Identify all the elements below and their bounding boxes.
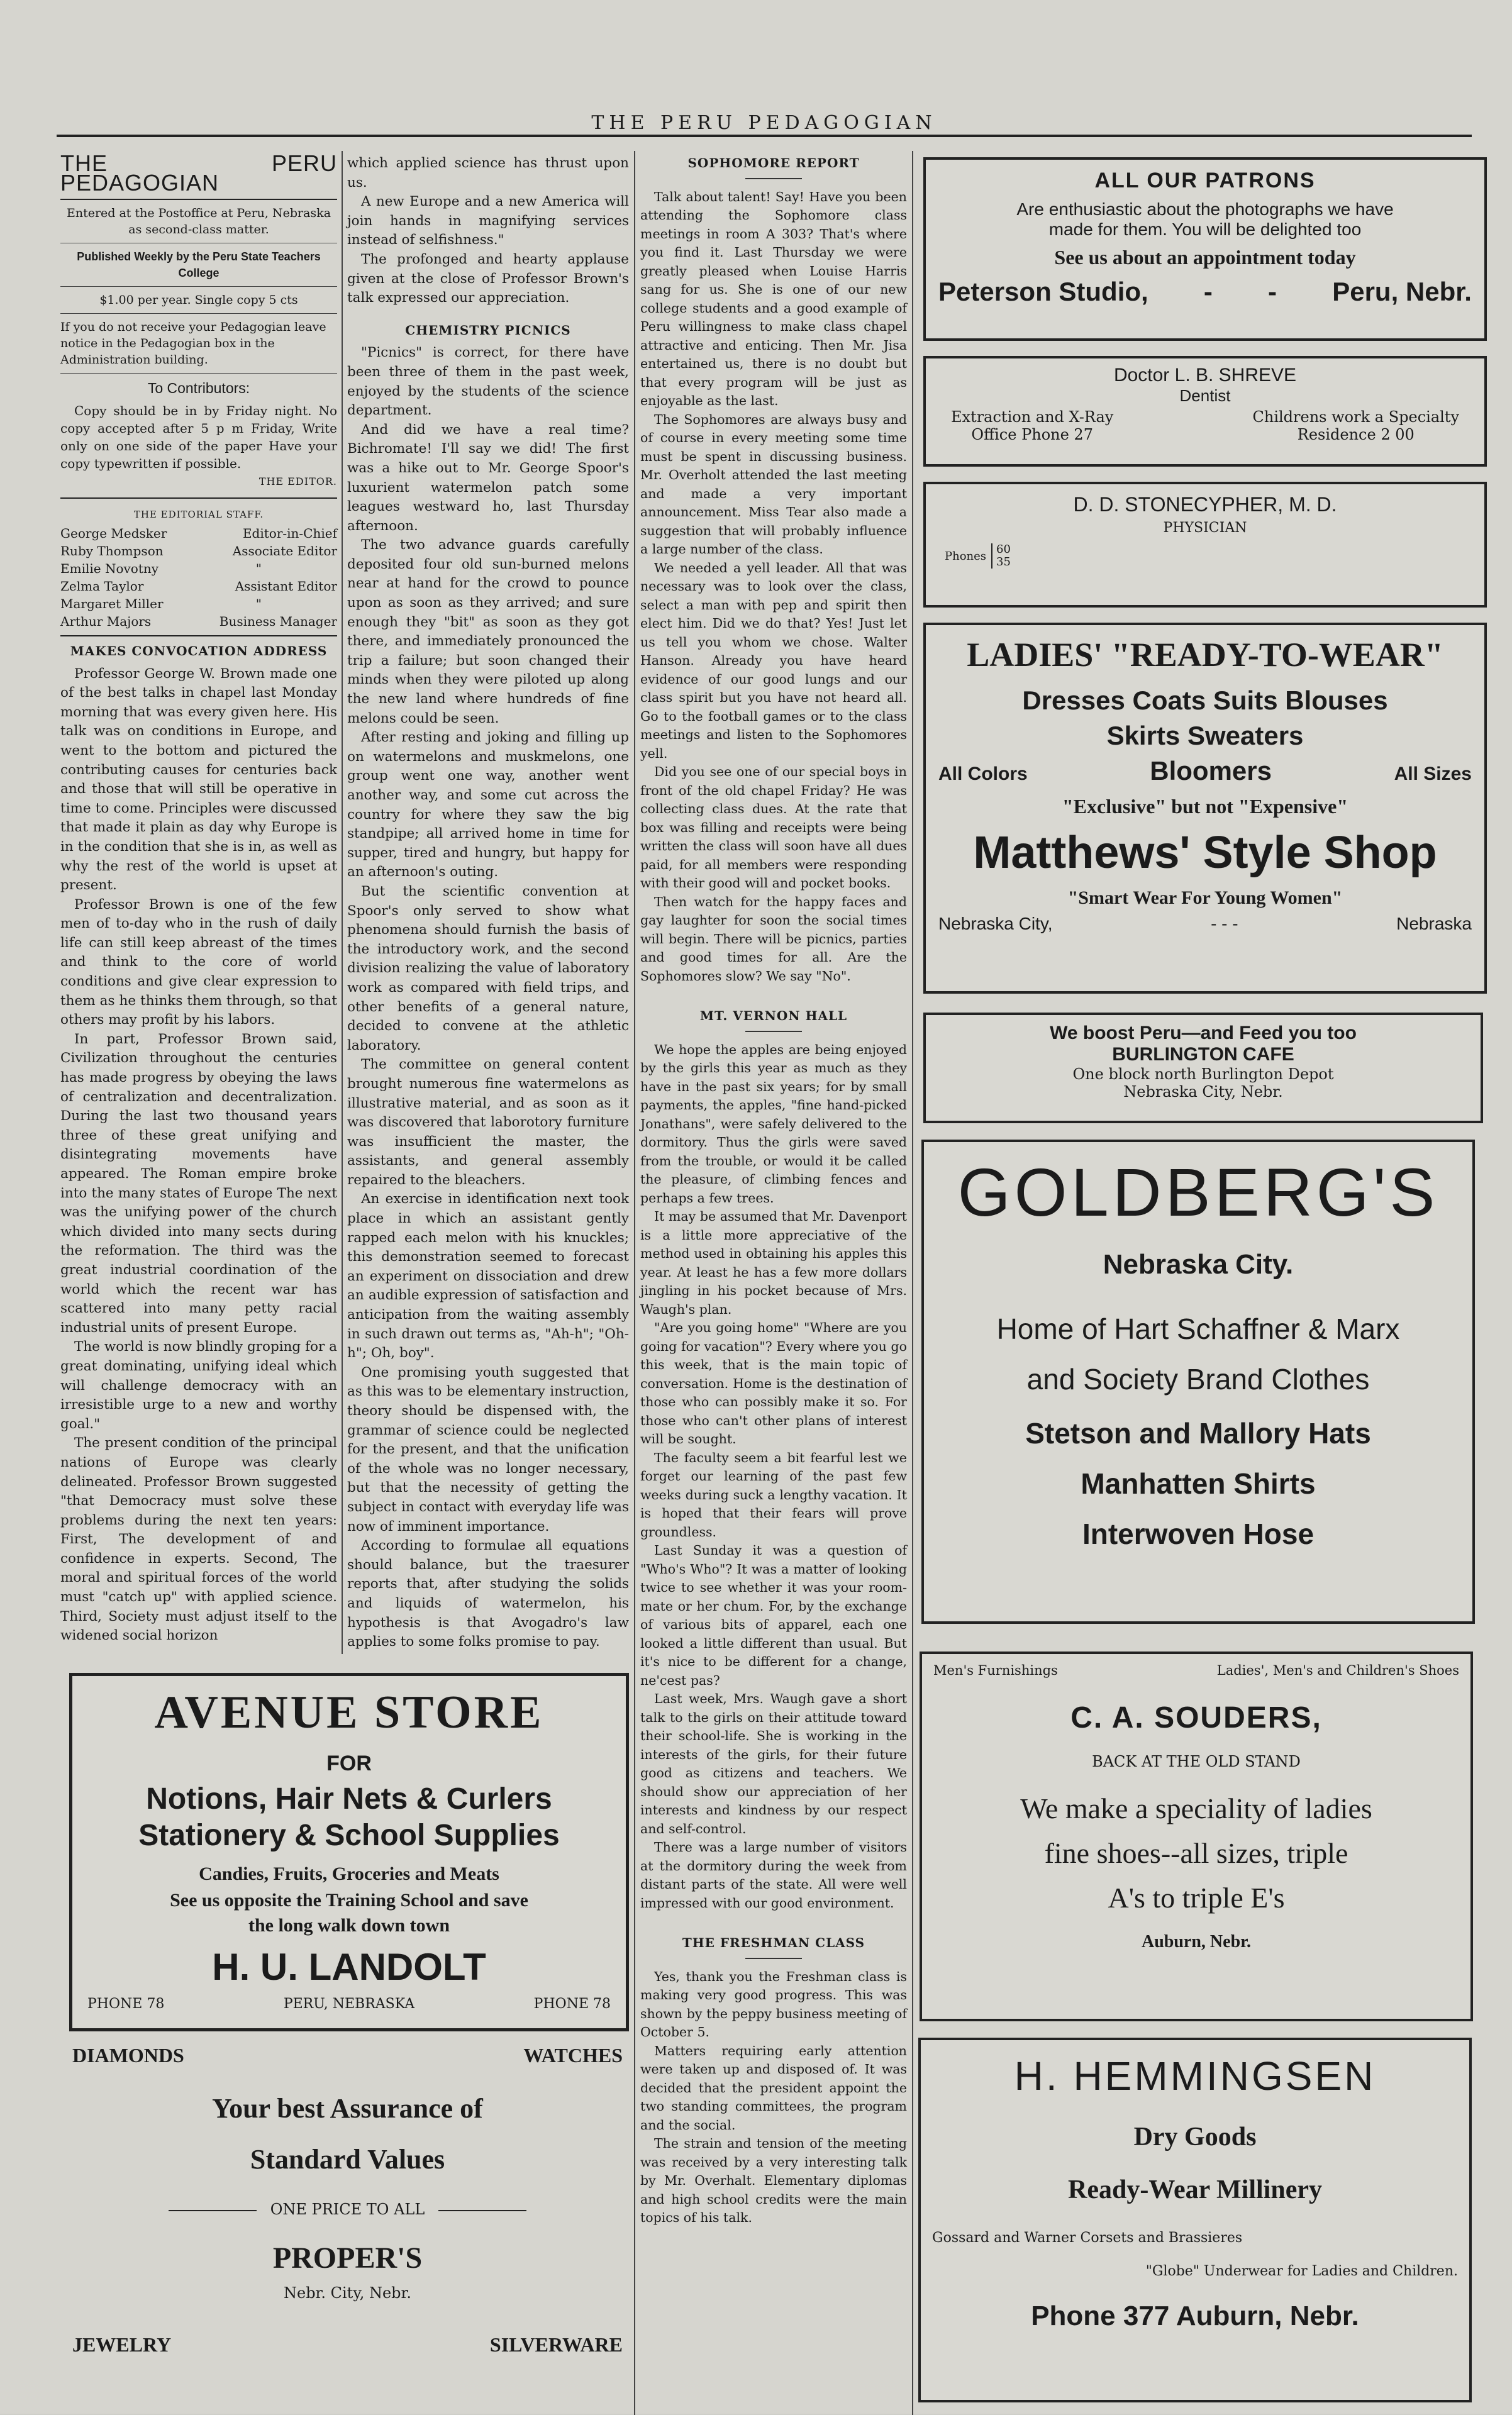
ad-goldbergs bbox=[921, 1140, 1475, 1624]
article-heading: MAKES CONVOCATION ADDRESS bbox=[70, 643, 328, 658]
ad-peterson-footer: Peterson Studio, - - Peru, Nebr. bbox=[938, 277, 1472, 306]
article-paragraph: The two advance guards carefully deposited four old sun-burned melons near at hand for the crowd to pounce upon as soon as they arrived; and sure enough they "bit" as soon as they got there, and immediately pronounced the trip a failure; but soon changed their minds when they were piloted up along the new land where hundreds of fine melons could be seen. bbox=[347, 537, 629, 726]
ad-avenue-store-name: AVENUE STORE bbox=[154, 1687, 544, 1738]
article-paragraph: Last Sunday it was a question of "Who's Who"? It was a matter of looking twice to see whether it was your room-mate or her chum. For, by the exchange of various bits of apparel, each one looked a little different than usual. But it's nice to be different for a change, ne'cest pas? bbox=[640, 1543, 907, 1688]
ad-hemmingsen-line: Ready-Wear Millinery bbox=[1068, 2175, 1322, 2204]
article-paragraph: Matters requiring early attention were taken up and disposed of. It was decided that the president appoint the two standing committees, the program and the social. bbox=[640, 2043, 907, 2133]
rule bbox=[60, 497, 337, 499]
ad-propers-line: Standard Values bbox=[250, 2144, 445, 2175]
ad-avenue-line: See us opposite the Training School and save bbox=[170, 1890, 528, 1911]
article-paragraph: The strain and tension of the meeting was received by a very interesting talk by Mr. Overhalt. Elementary diplomas and high school credits were the main topics of his talk. bbox=[640, 2136, 907, 2225]
ad-goldberg-line: Stetson and Mallory Hats bbox=[1025, 1417, 1371, 1450]
article-paragraph: There was a large number of visitors at the dormitory during the week from distant parts of the state. All were well impressed with our good environment. bbox=[640, 1840, 907, 1911]
article-heading: MT. VERNON HALL bbox=[699, 1008, 848, 1023]
masthead-title: THE PERU PEDAGOGIAN bbox=[60, 150, 337, 196]
ad-matthews-line: Dresses Coats Suits Blouses bbox=[1022, 686, 1388, 715]
column-1 bbox=[60, 150, 337, 1646]
article-paragraph: Yes, thank you the Freshman class is making very good progress. This was shown by the peppy business meeting of October 5. bbox=[640, 1968, 907, 2040]
article-paragraph: Talk about talent! Say! Have you been attending the Sophomore class meetings in room A 303? That's where you find it. Last Thursday we were greatly pleased when Louise Harris sang for us. She is one of our new college students and a good example of Peru willingness to make class chapel attractive and enticing. Then Mr. Jisa entertained us, there is no doubt but that every program will be just as enjoyable as the last. bbox=[640, 189, 907, 408]
rule bbox=[745, 1031, 802, 1032]
ad-matthews bbox=[923, 623, 1487, 994]
article-heading: THE FRESHMAN CLASS bbox=[682, 1935, 865, 1950]
ad-souders-line: fine shoes--all sizes, triple bbox=[1044, 1837, 1348, 1869]
article-heading: SOPHOMORE REPORT bbox=[687, 155, 860, 170]
article-paragraph: The profonged and hearty applause given at the close of Professor Brown's talk expressed our appreciation. bbox=[347, 251, 629, 306]
ad-stonecypher-name: D. D. STONECYPHER, M. D. bbox=[1073, 493, 1337, 516]
column-divider-3 bbox=[912, 151, 913, 2415]
ad-burlington-cafe bbox=[923, 1013, 1483, 1123]
ad-avenue-footer: PHONE 78 PERU, NEBRASKA PHONE 78 bbox=[87, 1996, 611, 2012]
ad-hemmingsen-line: "Globe" Underwear for Ladies and Children. bbox=[1145, 2263, 1458, 2279]
article-paragraph: Did you see one of our special boys in front of the old chapel Friday? He was collecting class dues. At the rate that box was filling and receipts were being written the class will soon have all dues paid, for all members were responding with their good will and pocket books. bbox=[640, 764, 907, 891]
masthead-notice: If you do not receive your Pedagogian leave notice in the Pedagogian box in the Administration building. bbox=[60, 320, 326, 367]
staff-row: Emilie Novotny " bbox=[60, 560, 262, 576]
ad-propers-line: Your best Assurance of bbox=[212, 2093, 483, 2124]
ad-matthews-footer: Nebraska City, - - - Nebraska bbox=[938, 914, 1472, 933]
staff-row: Arthur Majors Business Manager bbox=[60, 613, 337, 629]
masthead-rule bbox=[60, 199, 337, 200]
article-paragraph: And did we have a real time? Bichromate! I'll say we did! The first was a hike out to Mr. George Spoor's luxurient watermelon patch some leagues westward ho, last Thursday afternoon. bbox=[347, 421, 629, 534]
column-3 bbox=[640, 154, 907, 2228]
ad-souders-line: A's to triple E's bbox=[1108, 1882, 1285, 1914]
ad-shreve bbox=[923, 356, 1487, 467]
ad-hemmingsen-name: H. HEMMINGSEN bbox=[1014, 2053, 1376, 2099]
ad-avenue-for: FOR bbox=[326, 1752, 372, 1775]
article-paragraph: Then watch for the happy faces and gay laughter for soon the social times will begin. There will be picnics, parties and good times for all. Are the Sophomores slow? We say "No". bbox=[640, 894, 907, 984]
ad-peterson-line: Are enthusiastic about the photographs we have bbox=[1016, 199, 1394, 219]
ad-avenue-line: Candies, Fruits, Groceries and Meats bbox=[199, 1863, 499, 1884]
ad-souders bbox=[920, 1652, 1473, 2021]
rule bbox=[745, 1958, 802, 1959]
article-paragraph: Professor Brown is one of the few men of to-day who in the rush of daily life can still keep abreast of the times and think to the core of world conditions and give clear expression to them as he thinks them through, so that others may profit by his labors. bbox=[60, 896, 337, 1028]
article-paragraph: Professor George W. Brown made one of the best talks in chapel last Monday morning that was every given here. His talk was on conditions in Europe, and went to the bottom and pictured the contributing causes for centuries back and those that will still be operative in time to come. Principles were discussed that made it plain as day why Europe is in the condition that she is in, as well as why the rest of the world is upset at present. bbox=[60, 665, 337, 894]
article-paragraph: "Picnics" is correct, for there have been three of them in the past week, enjoyed by the students of the science department. bbox=[347, 345, 629, 419]
masthead-published: Published Weekly by the Peru State Teachers College bbox=[77, 250, 321, 280]
staff-row: George Medsker Editor-in-Chief bbox=[60, 525, 337, 541]
article-paragraph: It may be assumed that Mr. Davenport is a little more appreciative of the method used in obtaining his apples this year. At least he has a few more dollars jingling in his pocket because of Mrs. Waugh's plan. bbox=[640, 1209, 907, 1317]
article-paragraph: We needed a yell leader. All that was necessary was to look over the class, select a man with pep and spirit then elect him. Did we do that? Yes! Just let us tell you whom we chose. Walter Hanson. Already you have heard evidence of our good lungs and our class spirit but you have not heard all. Go to the football games or to the class meetings and listen to the Sophomores yell. bbox=[640, 560, 907, 761]
header-rule bbox=[57, 135, 1472, 137]
ad-shreve-details: Extraction and X-Ray Office Phone 27 Childrens work a Specialty Residence 2 00 bbox=[951, 408, 1459, 443]
ad-propers-town: Nebr. City, Nebr. bbox=[283, 2284, 411, 2302]
ad-matthews-head: LADIES' "READY-TO-WEAR" bbox=[967, 636, 1443, 674]
article-paragraph: The committee on general content brought numerous fine watermelons as illustrative material, and as soon as it was discovered that laborotory furniture was insufficient the master, the assistants, and general assembly repaired to the bleachers. bbox=[347, 1057, 629, 1188]
contributors-text: Copy should be in by Friday night. No copy accepted after 5 p m Friday, Write only on one side of the paper Have your copy typewritten if possible. bbox=[60, 402, 337, 471]
rule bbox=[745, 178, 802, 179]
staff-row: Margaret Miller " bbox=[60, 596, 262, 611]
article-paragraph: In part, Professor Brown said, Civilization throughout the centuries has made progress by obeying the laws of centralization and decentralization. During the last two thousand years three of these great unifying and disintegrating movements have appeared. The Roman empire broke into the many states of Europe The next was the unifying power of the church which divided into many sects during the reformation. The third was the great industrial coordination of the world which the recent war has scattered into many petty racial industrial units of present Europe. bbox=[60, 1031, 337, 1336]
ad-goldberg-name: GOLDBERG'S bbox=[957, 1154, 1439, 1230]
ad-shreve-name: Doctor L. B. SHREVE bbox=[1113, 365, 1297, 386]
column-2 bbox=[347, 154, 629, 1652]
ad-avenue-line: the long walk down town bbox=[248, 1915, 450, 1936]
article-paragraph: "Are you going home" "Where are you going for vacation"? Every where you go this week, that is the main topic of conversation. Home is the destination of those who can possibly make it so. For those who can't other plans of interest will be sought. bbox=[640, 1320, 907, 1446]
ad-goldberg-line: and Society Brand Clothes bbox=[1026, 1363, 1370, 1396]
ad-stonecypher-title: PHYSICIAN bbox=[1163, 520, 1247, 536]
article-paragraph: The world is now blindly groping for a great dominating, unifying ideal which will challenge democracy with an irresistible urge to a new and worthy goal." bbox=[60, 1339, 337, 1432]
article-paragraph: After resting and joking and filling up on watermelons and muskmelons, one group went one way, another went another way, and some cut across the country for where they saw the big standpipe; all arrived home in time for supper, tired and hungry, but happy for an afternoon's outing. bbox=[347, 730, 629, 880]
ad-shreve-title: Dentist bbox=[1179, 386, 1231, 405]
article-paragraph: But the scientific convention at Spoor's only served to show what phenomena should furnish the basis of the introductory work, and the second division realizing the value of laboratory work as compared with field trips, and other benefits of a general nature, decided to convene at the athletic laboratory. bbox=[347, 883, 629, 1053]
column-divider-1 bbox=[342, 151, 343, 1654]
article-paragraph: According to formulae all equations should balance, but the traesurer reports that, after studying the solids and liquids of watermelon, his hypothesis is that Avogadro's law applies to some folks promise to pay. bbox=[347, 1538, 629, 1650]
ad-souders-stand: BACK AT THE OLD STAND bbox=[1092, 1753, 1301, 1770]
article-paragraph: We hope the apples are being enjoyed by the girls this year as much as they have in the past six years; for by small payments, the apples, "fine hand-picked Jonathans", were safely delivered to the dormitory. Thus the girls were saved from the trouble, or would it be called the pleasure, of climbing fences and perhaps a few trees. bbox=[640, 1041, 907, 1206]
ad-souders-town: Auburn, Nebr. bbox=[1141, 1932, 1251, 1951]
ad-propers-bottom: JEWELRY SILVERWARE bbox=[72, 2333, 623, 2356]
ad-souders-line: We make a speciality of ladies bbox=[1020, 1792, 1372, 1824]
ad-peterson-line: See us about an appointment today bbox=[1054, 246, 1356, 269]
ad-stonecypher-phones: Phones 60 35 bbox=[945, 543, 1011, 569]
ad-matthews-line: Skirts Sweaters bbox=[1106, 721, 1304, 750]
ad-peterson-line: made for them. You will be delighted too bbox=[1048, 219, 1362, 239]
ad-avenue-line: Stationery & School Supplies bbox=[138, 1819, 560, 1852]
article-paragraph: An exercise in identification next took place in which an assistant gently rapped each melon with his knuckles; this demonstration seemed to forecast an experiment on dissociation and drew an audible expression of satisfaction and anticipation from the waiting assembly in such drawn out terms as, "Ah-h"; "Oh-h"; Oh, boy". bbox=[347, 1191, 629, 1362]
editor-signature: THE EDITOR. bbox=[258, 475, 337, 487]
ad-avenue-line: Notions, Hair Nets & Curlers bbox=[146, 1782, 552, 1816]
article-paragraph: Last week, Mrs. Waugh gave a short talk to the girls on their attitude toward their school-life. She is working in the interests of the girls, for their future good as citizens and teachers. We should show our appreciation of her interests and kindness by our respect and self-control. bbox=[640, 1691, 907, 1836]
ad-hemmingsen-line: Gossard and Warner Corsets and Brassieres bbox=[932, 2230, 1243, 2246]
article-paragraph: The present condition of the principal nations of Europe was clearly delineated. Professor Brown suggested "that Democracy must solve these problems during the next ten years: First, The development of and confidence in experts. Second, The moral and spiritual forces of the world must "catch up" with applied science. Third, Society must adjust itself to the widened social horizon bbox=[60, 1435, 337, 1644]
page-header bbox=[57, 107, 1472, 145]
ad-propers bbox=[66, 2044, 629, 2402]
ad-matthews-row: All Colors Bloomers All Sizes bbox=[938, 756, 1472, 786]
article-paragraph: which applied science has thrust upon us. bbox=[347, 155, 629, 191]
ad-propers-top: DIAMONDS WATCHES bbox=[72, 2044, 623, 2067]
ad-propers-name: PROPER'S bbox=[272, 2241, 423, 2275]
rule bbox=[60, 286, 337, 287]
staff-row: Ruby Thompson Associate Editor bbox=[60, 543, 337, 558]
ad-burlington-name: BURLINGTON CAFE bbox=[1112, 1044, 1294, 1065]
ad-peterson-studio bbox=[923, 157, 1487, 341]
rule bbox=[60, 313, 337, 314]
ad-souders-name: C. A. SOUDERS, bbox=[1070, 1701, 1322, 1735]
ad-burlington-line: One block north Burlington Depot bbox=[1072, 1065, 1334, 1083]
ad-matthews-tag: "Smart Wear For Young Women" bbox=[1067, 887, 1343, 908]
staff-row: Zelma Taylor Assistant Editor bbox=[60, 578, 337, 594]
ad-goldberg-line: Home of Hart Schaffner & Marx bbox=[996, 1313, 1400, 1345]
article-heading: CHEMISTRY PICNICS bbox=[405, 322, 571, 338]
ad-matthews-name: Matthews' Style Shop bbox=[973, 828, 1437, 878]
contributors-heading: To Contributors: bbox=[147, 380, 250, 397]
staff-heading: THE EDITORIAL STAFF. bbox=[133, 509, 264, 521]
ad-goldberg-line: Manhatten Shirts bbox=[1081, 1467, 1316, 1500]
ad-avenue-owner: H. U. LANDOLT bbox=[212, 1946, 486, 1988]
ad-goldberg-line: Interwoven Hose bbox=[1082, 1518, 1315, 1550]
article-paragraph: The Sophomores are always busy and of course in every meeting some time must be spent in discussing business. Mr. Overholt attended the last meeting and made a very important announcement. Miss Tear also made a suggestion that will probably influence a large number of the class. bbox=[640, 411, 907, 557]
masthead-entered: Entered at the Postoffice at Peru, Nebraska as second-class matter. bbox=[66, 206, 331, 237]
ad-stonecypher bbox=[923, 482, 1487, 608]
article-paragraph: One promising youth suggested that as this was to be elementary instruction, theory should be dispensed with, the grammar of science could be neglected for the present, and that the unification of the whole was no longer necessary, but that the necessity of getting the subject in contact with everyday life was now of imminent importance. bbox=[347, 1364, 629, 1535]
column-divider-2 bbox=[634, 151, 635, 2415]
masthead-price: $1.00 per year. Single copy 5 cts bbox=[99, 293, 298, 308]
ad-goldberg-town: Nebraska City. bbox=[1103, 1249, 1294, 1280]
ad-souders-top: Men's Furnishings Ladies', Men's and Children's Shoes bbox=[933, 1663, 1459, 1678]
page-header-title: THE PERU PEDAGOGIAN bbox=[591, 112, 937, 134]
article-paragraph: A new Europe and a new America will join hands in magnifying services instead of selfishness." bbox=[347, 194, 629, 248]
ad-avenue-store bbox=[69, 1673, 629, 2031]
rule bbox=[60, 373, 337, 374]
ad-hemmingsen bbox=[918, 2038, 1472, 2402]
ad-burlington-line: We boost Peru—and Feed you too bbox=[1050, 1023, 1357, 1043]
ad-burlington-line: Nebraska City, Nebr. bbox=[1123, 1083, 1283, 1101]
rule bbox=[60, 635, 337, 636]
ad-propers-price: ONE PRICE TO ALL bbox=[66, 2201, 629, 2218]
article-paragraph: The faculty seem a bit fearful lest we forget our learning of the past few weeks during suck a lengthy vacation. It is hoped that their fears will prove groundless. bbox=[640, 1450, 907, 1540]
ad-matthews-slogan: "Exclusive" but not "Expensive" bbox=[1062, 795, 1348, 818]
ad-peterson-head: ALL OUR PATRONS bbox=[1094, 169, 1316, 192]
ad-hemmingsen-phone: Phone 377 Auburn, Nebr. bbox=[1031, 2301, 1359, 2331]
ad-hemmingsen-line: Dry Goods bbox=[1133, 2123, 1257, 2151]
